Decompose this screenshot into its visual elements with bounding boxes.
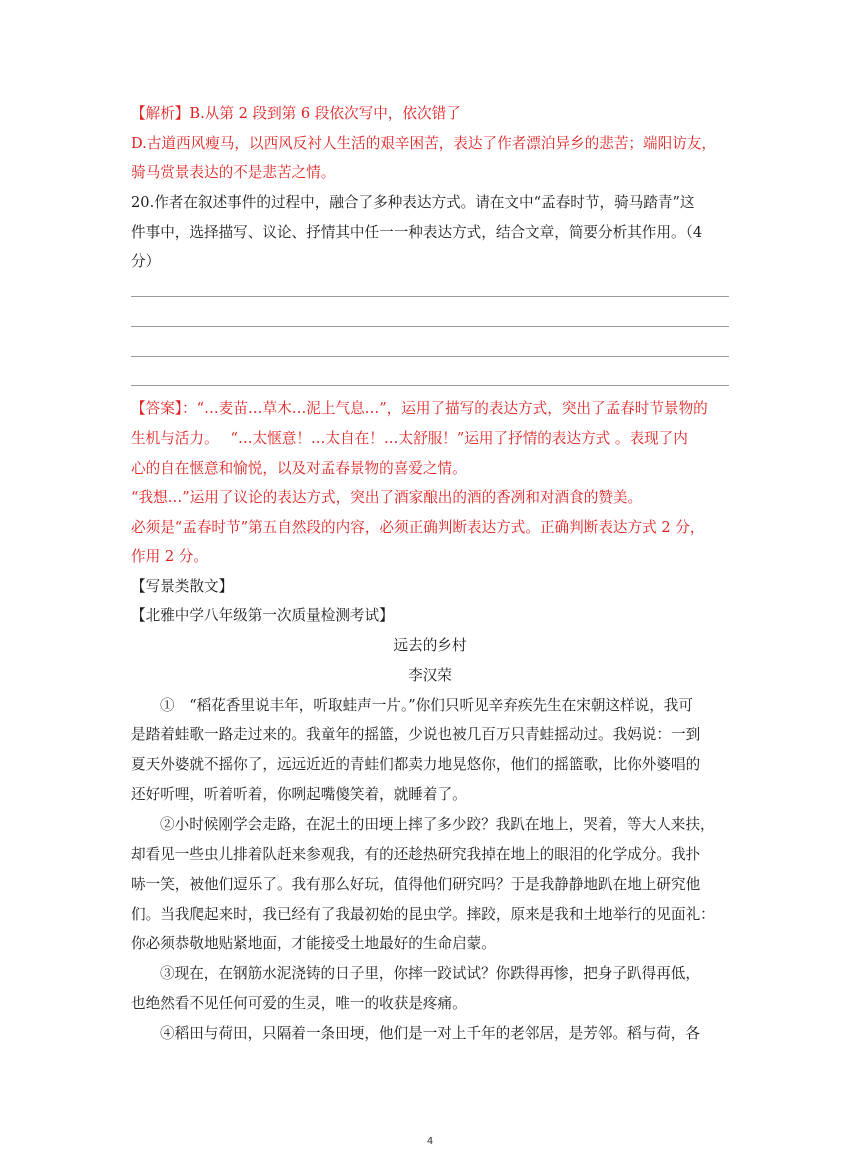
paragraph-line: 是踏着蛙歌一路走过来的。我童年的摇篮，少说也被几百万只青蛙摇动过。我妈说：一到 — [131, 726, 701, 743]
question-line: 20.作者在叙述事件的过程中，融合了多种表达方式。请在文中“孟春时节，骑马踏青”这 — [131, 194, 695, 211]
section-source: 【北雅中学八年级第一次质量检测考试】 — [131, 607, 394, 624]
answer-blank-line — [131, 326, 729, 327]
answer-line: 必须是“孟春时节”第五自然段的内容，必须正确判断表达方式。正确判断表达方式 2 分， — [131, 519, 705, 536]
paragraph-line: 你必须恭敬地贴紧地面，才能接受土地最好的生命启蒙。 — [131, 935, 496, 952]
question-line: 件事中，选择描写、议论、抒情其中任一一种表达方式，结合文章，简要分析其作用。（4 — [131, 224, 703, 241]
answer-line: “我想…”运用了议论的表达方式，突出了酒家酿出的酒的香冽和对酒食的赞美。 — [131, 489, 643, 506]
paragraph-line: 却看见一些虫儿排着队赶来参观我，有的还趁热研究我掉在地上的眼泪的化学成分。我扑 — [131, 846, 701, 863]
paragraph-line: ③现在，在钢筋水泥浇铸的日子里，你摔一跤试试？你跌得再惨，把身子趴得再低， — [160, 965, 700, 982]
answer-blank-line — [131, 385, 729, 386]
answer-line: 作用 2 分。 — [131, 548, 208, 565]
paragraph-line: ① “稻花香里说丰年，听取蛙声一片。”你们只听见辛弃疾先生在宋朝这样说，我可 — [160, 697, 693, 714]
passage-author: 李汉荣 — [408, 667, 452, 684]
analysis-line: 骑马赏景表达的不是悲苦之情。 — [131, 164, 336, 181]
paragraph-line: 也绝然看不见任何可爱的生灵，唯一的收获是疼痛。 — [131, 995, 467, 1012]
section-category: 【写景类散文】 — [131, 578, 234, 595]
question-line: 分） — [131, 253, 161, 270]
paragraph-line: 哧一笑，被他们逗乐了。我有那么好玩，值得他们研究吗？于是我静静地趴在地上研究他 — [131, 876, 701, 893]
answer-blank-line — [131, 296, 729, 297]
answer-blank-line — [131, 356, 729, 357]
page-number: 4 — [426, 1136, 434, 1147]
answer-line: 【答案】：“…麦苗…草木…泥上气息…”，运用了描写的表达方式，突出了孟春时节景物的 — [131, 400, 708, 417]
passage-title: 远去的乡村 — [393, 637, 467, 654]
answer-line: 心的自在惬意和愉悦，以及对孟春景物的喜爱之情。 — [131, 460, 467, 477]
paragraph-line: 夏天外婆就不摇你了，远远近近的青蛙们都卖力地晃悠你，他们的摇篮歌，比你外婆唱的 — [131, 756, 701, 773]
answer-line: 生机与活力。 “…太惬意！…太自在！…太舒服！”运用了抒情的表达方式 。表现了内 — [131, 430, 688, 447]
analysis-line: D.古道西风瘦马，以西风反衬人生活的艰辛困苦，表达了作者漂泊异乡的悲苦；端阳访友， — [131, 135, 716, 152]
paragraph-line: 们。当我爬起来时，我已经有了我最初始的昆虫学。摔跤，原来是我和土地举行的见面礼： — [131, 906, 715, 923]
paragraph-line: ②小时候刚学会走路，在泥土的田埂上摔了多少跤？我趴在地上，哭着，等大人来扶， — [160, 816, 715, 833]
paragraph-line: 还好听哩，听着听着，你咧起嘴傻笑着，就睡着了。 — [131, 786, 467, 803]
analysis-line: 【解析】B.从第 2 段到第 6 段依次写中，依次错了 — [131, 105, 461, 122]
paragraph-line: ④稻田与荷田，只隔着一条田埂，他们是一对上千年的老邻居，是芳邻。稻与荷，各 — [160, 1025, 700, 1042]
